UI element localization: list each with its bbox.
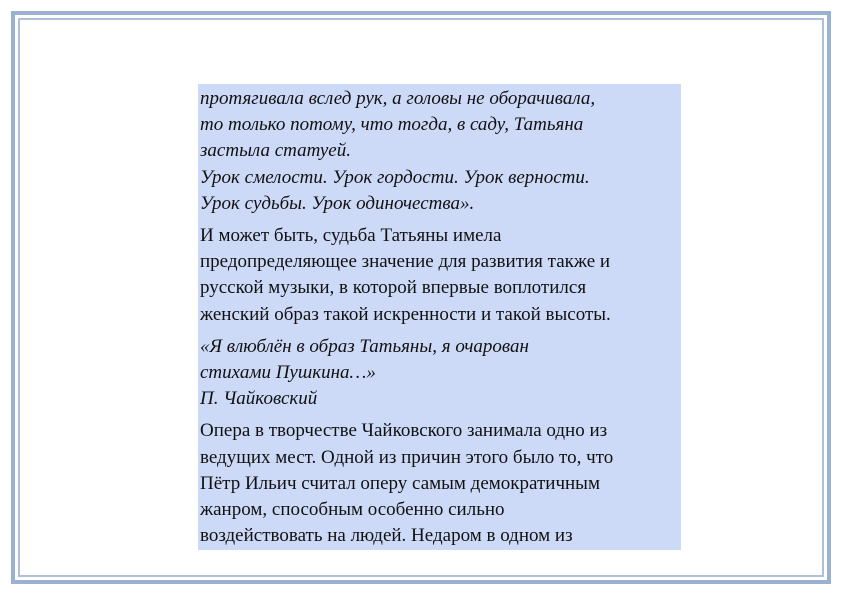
italic-paragraph-2: Урок смелости. Урок гордости. Урок верности. Урок судьбы. Урок одиночества».: [200, 166, 590, 214]
paragraph-4: Опера в творчестве Чайковского занимала одно из ведущих мест. Одной из причин этого было то, что Пётр Ильич считал оперу самым демократичным жанром, способным особенно сильно воздействовать на людей. Недаром в одном из: [200, 420, 614, 547]
text-box: [198, 84, 681, 550]
quote-text: «Я влюблён в образ Татьяны, я очарован стихами Пушкина…»: [200, 335, 529, 384]
italic-paragraph-1: протягивала вслед рук, а головы не оборачивала, то только потому, что тогда, в саду, Татьяна застыла статуей.: [200, 88, 596, 162]
paragraph-3: И может быть, судьба Татьяны имела предопределяющее значение для развития также и русской музыки, в которой впервые воплотился женский образ такой искренности и такой высоты.: [200, 225, 611, 325]
quote-author: П. Чайковский: [200, 388, 318, 410]
